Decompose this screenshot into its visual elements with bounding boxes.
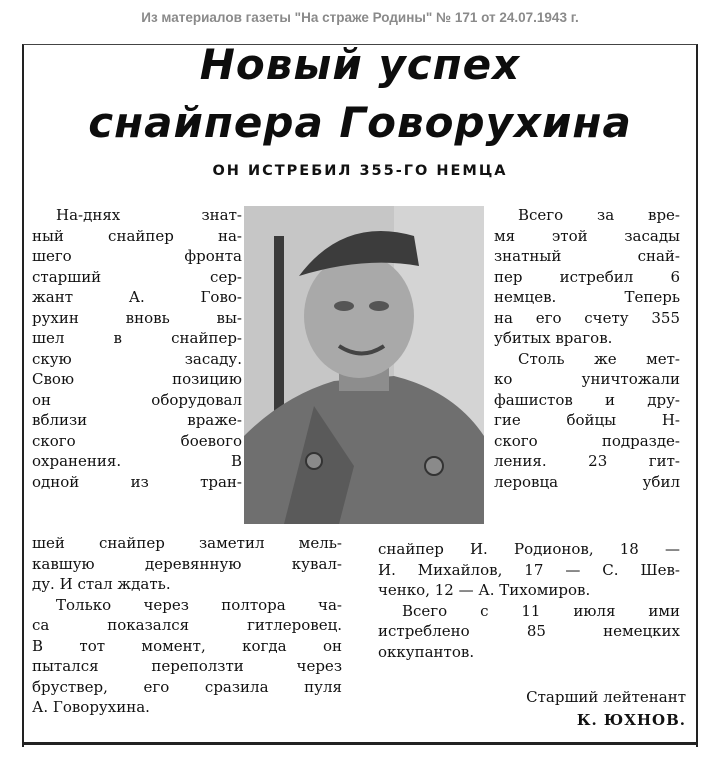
text-line: бруствер, его сразила пуля: [32, 677, 342, 696]
text-line: жант А. Гово-: [32, 288, 242, 306]
text-line: кавшую деревянную кувал-: [32, 554, 342, 573]
text-line: ченко, 12 — А. Тихомиров.: [378, 581, 591, 599]
text-line: истреблено 85 немецких: [378, 622, 680, 640]
left-column: [32, 205, 242, 492]
text-line: рухин вновь вы-: [32, 308, 242, 327]
left-column-wide: [32, 492, 342, 718]
text-line: старший сер-: [32, 267, 242, 286]
author-name: К. ЮХНОВ.: [576, 711, 686, 729]
text-line: ского подразде-: [494, 431, 680, 450]
text-line: И. Михайлов, 17 — С. Шев-: [378, 560, 680, 579]
text-line: ду. И стал ждать.: [32, 575, 171, 593]
text-line: мя этой засады: [494, 226, 680, 245]
text-line: на его счету 355: [494, 308, 680, 327]
text-line: Всего за вре-: [518, 206, 680, 224]
headline-line-2: снайпера Говорухина: [88, 98, 632, 147]
text-line: скую засаду.: [32, 349, 242, 368]
text-line: фашистов и дру-: [494, 390, 680, 409]
author-rank: Старший лейтенант: [526, 688, 686, 706]
text-line: ко уничтожали: [494, 370, 680, 388]
text-line: он оборудовал: [32, 390, 242, 409]
bottom-rule: [22, 742, 698, 745]
text-line: гие бойцы Н-: [494, 411, 680, 429]
text-line: Столь же мет-: [518, 349, 680, 368]
text-line: охранения. В: [32, 452, 242, 470]
text-line: леровца убил: [494, 472, 680, 491]
text-line: убитых врагов.: [494, 329, 613, 347]
text-line: пытался переползти через: [32, 657, 342, 675]
soldier-portrait-photo: [244, 206, 484, 524]
portrait-icon: [244, 206, 484, 524]
right-column-wide: [378, 539, 680, 662]
text-line: Только через полтора ча-: [56, 595, 342, 614]
text-line: вблизи враже-: [32, 411, 242, 429]
text-line: ления. 23 гит-: [494, 452, 680, 470]
subheadline: ОН ИСТРЕБИЛ 355-ГО НЕМЦА: [212, 163, 508, 179]
text-line: знатный снай-: [494, 247, 680, 265]
text-line: А. Говорухина.: [32, 698, 150, 716]
text-line: шего фронта: [32, 247, 242, 265]
text-line: В тот момент, когда он: [32, 636, 342, 655]
text-line: одной из тран-: [32, 472, 242, 491]
text-line: Свою позицию: [32, 370, 242, 388]
text-line: оккупантов.: [378, 642, 475, 661]
text-line: пер истребил 6: [494, 267, 680, 286]
text-line: снайпер И. Родионов, 18 —: [378, 540, 680, 558]
text-line: немцев. Теперь: [494, 288, 680, 306]
text-line: шей снайпер заметил мель-: [32, 534, 342, 552]
headline-line-1: Новый успех: [199, 40, 521, 89]
text-line: Всего с 11 июля ими: [402, 601, 680, 620]
text-line: са показался гитлеровец.: [32, 616, 342, 634]
text-line: На-днях знат-: [56, 206, 242, 224]
text-line: шел в снайпер-: [32, 329, 242, 347]
source-caption: Из материалов газеты "На страже Родины" № 171 от 24.07.1943 г.: [141, 10, 579, 25]
text-line: ный снайпер на-: [32, 226, 242, 245]
right-column: [494, 205, 680, 492]
text-line: ского боевого: [32, 431, 242, 450]
